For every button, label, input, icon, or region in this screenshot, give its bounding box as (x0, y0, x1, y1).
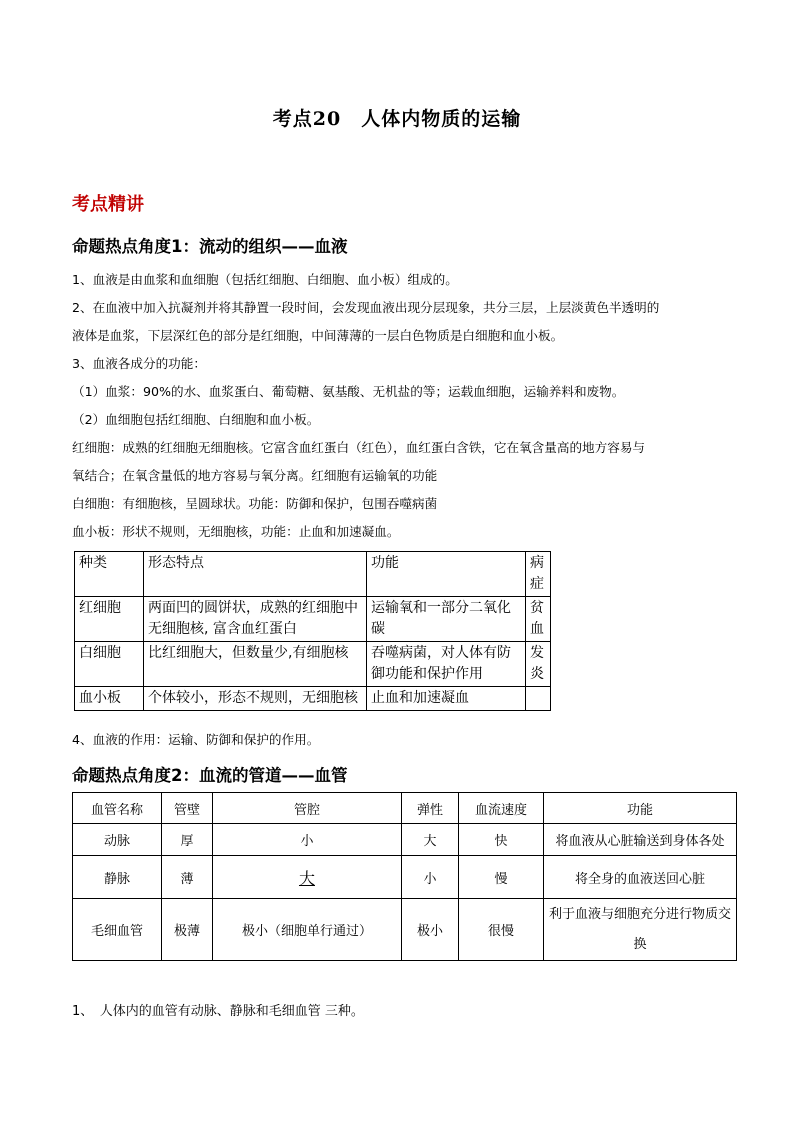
paragraph-3: 3、血液各成分的功能： (72, 356, 206, 371)
table-header-row (73, 793, 737, 824)
section-label: 考点精讲 (72, 194, 144, 215)
table-cell: 止血和加速凝血 (367, 687, 526, 711)
table-cell: 极小 (402, 899, 459, 961)
table-cell (526, 687, 551, 711)
table-cell: 两面凹的圆饼状，成熟的红细胞中无细胞核, 富含血红蛋白 (144, 597, 367, 642)
table-header-cell: 功能 (367, 552, 526, 597)
table-cell: 白细胞 (75, 642, 144, 687)
table-cell: 很慢 (459, 899, 544, 961)
table-row (73, 899, 737, 961)
table-cell: 快 (459, 824, 544, 856)
table-row (75, 597, 551, 642)
angle2-heading: 命题热点角度2：血流的管道——血管 (72, 766, 348, 785)
table-cell: 毛细血管 (73, 899, 162, 961)
blood-paragraphs (72, 266, 722, 546)
table-cell: 将血液从心脏输送到身体各处 (544, 824, 737, 856)
table-cell: 慢 (459, 856, 544, 899)
table-cell: 小 (402, 856, 459, 899)
table-header-cell: 血流速度 (459, 793, 544, 824)
paragraph-4: 4、血液的作用：运输、防御和保护的作用。 (72, 732, 320, 747)
table-cell: 运输氧和一部分二氧化碳 (367, 597, 526, 642)
paragraph-2a: 2、在血液中加入抗凝剂并将其静置一段时间，会发现血液出现分层现象，共分三层，上层淡黄色半透明的 (72, 300, 660, 315)
table-row (75, 642, 551, 687)
wbc-line: 白细胞：有细胞核，呈圆球状。功能：防御和保护，包围吞噬病菌 (72, 496, 438, 511)
table-cell: 小 (213, 824, 402, 856)
table-cell (213, 856, 402, 899)
table-row (73, 824, 737, 856)
rbc-line-a: 红细胞：成熟的红细胞无细胞核。它富含血红蛋白（红色），血红蛋白含铁，它在氧含量高的地方容易与 (72, 440, 646, 455)
table-cell: 红细胞 (75, 597, 144, 642)
table-header-cell: 种类 (75, 552, 144, 597)
table-header-cell: 病症 (526, 552, 551, 597)
table-cell: 吞噬病菌，对人体有防御功能和保护作用 (367, 642, 526, 687)
footer-line: 1、 人体内的血管有动脉、静脉和毛细血管 三种。 (72, 1004, 364, 1019)
table-cell: 贫血 (526, 597, 551, 642)
page-title: 考点20 人体内物质的运输 (272, 108, 522, 130)
table-cell: 个体较小，形态不规则，无细胞核 (144, 687, 367, 711)
paragraph-3-1: （1）血浆：90%的水、血浆蛋白、葡萄糖、氨基酸、无机盐的等；运载血细胞，运输养料和废物。 (72, 384, 625, 399)
table-header-row (75, 552, 551, 597)
table-cell: 发炎 (526, 642, 551, 687)
table-header-cell: 形态特点 (144, 552, 367, 597)
table-header-cell: 弹性 (402, 793, 459, 824)
vessel-table (72, 792, 737, 961)
table-cell: 薄 (162, 856, 213, 899)
table-row (75, 687, 551, 711)
table-cell-text: 大 (298, 868, 315, 888)
paragraph-3-2: （2）血细胞包括红细胞、白细胞和血小板。 (72, 412, 320, 427)
table-cell: 利于血液与细胞充分进行物质交换 (544, 899, 737, 961)
angle1-heading: 命题热点角度1：流动的组织——血液 (72, 237, 348, 256)
rbc-line-b: 氧结合；在氧含量低的地方容易与氧分离。红细胞有运输氧的功能 (72, 468, 438, 483)
blood-cell-table (74, 551, 551, 711)
table-cell: 大 (402, 824, 459, 856)
table-header-cell: 血管名称 (73, 793, 162, 824)
table-header-cell: 管壁 (162, 793, 213, 824)
platelet-line: 血小板：形状不规则，无细胞核，功能：止血和加速凝血。 (72, 524, 400, 539)
table-cell: 极小（细胞单行通过） (213, 899, 402, 961)
table-header-cell: 管腔 (213, 793, 402, 824)
table-cell: 动脉 (73, 824, 162, 856)
table-cell: 比红细胞大，但数量少,有细胞核 (144, 642, 367, 687)
table-cell: 血小板 (75, 687, 144, 711)
table-header-cell: 功能 (544, 793, 737, 824)
table-row (73, 856, 737, 899)
paragraph-2b: 液体是血浆，下层深红色的部分是红细胞，中间薄薄的一层白色物质是白细胞和血小板。 (72, 328, 564, 343)
table-cell: 静脉 (73, 856, 162, 899)
paragraph-1: 1、血液是由血浆和血细胞（包括红细胞、白细胞、血小板）组成的。 (72, 272, 458, 287)
table-cell: 将全身的血液送回心脏 (544, 856, 737, 899)
table-cell: 极薄 (162, 899, 213, 961)
table-cell: 厚 (162, 824, 213, 856)
